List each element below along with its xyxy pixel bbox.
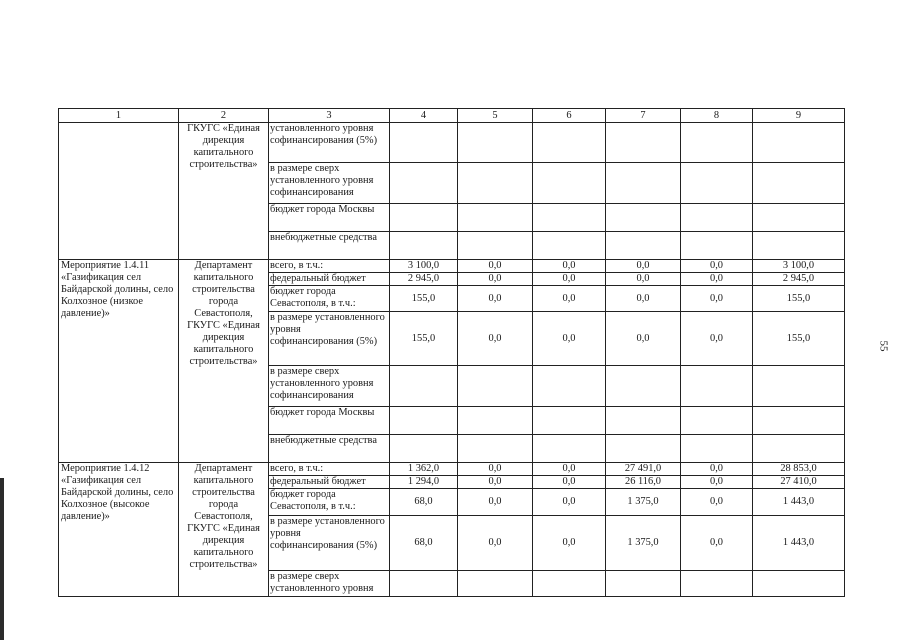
value-cell: 155,0: [390, 286, 458, 312]
funding-source: бюджет города Севастополя, в т.ч.:: [269, 489, 390, 516]
table-row: [59, 123, 845, 163]
value-cell: 3 100,0: [753, 260, 845, 273]
value-cell: 0,0: [458, 260, 533, 273]
value-cell: 3 100,0: [390, 260, 458, 273]
value-cell: 0,0: [458, 463, 533, 476]
value-cell: 0,0: [458, 476, 533, 489]
value-cell: 0,0: [606, 260, 681, 273]
value-cell: 0,0: [533, 516, 606, 571]
value-cell: 1 375,0: [606, 516, 681, 571]
funding-source: в размере установленного уровня софинансирования (5%): [269, 312, 390, 366]
column-header: 2: [179, 109, 269, 123]
value-cell: 28 853,0: [753, 463, 845, 476]
value-cell: 2 945,0: [390, 273, 458, 286]
funding-source: в размере сверх установленного уровня софинансирования: [269, 366, 390, 407]
scan-edge-mark: [0, 478, 4, 640]
value-cell: 0,0: [681, 489, 753, 516]
value-cell: 0,0: [458, 312, 533, 366]
value-cell: 155,0: [753, 312, 845, 366]
value-cell: 0,0: [458, 286, 533, 312]
value-cell: 0,0: [533, 260, 606, 273]
value-cell: 26 116,0: [606, 476, 681, 489]
value-cell: 0,0: [458, 489, 533, 516]
activity-cell: [59, 123, 179, 260]
value-cell: 0,0: [533, 463, 606, 476]
value-cell: 0,0: [681, 260, 753, 273]
budget-table: [58, 108, 845, 597]
activity-title: Мероприятие 1.4.12 «Газификация сел Байдарской долины, село Колхозное (высокое давление)»: [59, 463, 179, 597]
value-cell: 0,0: [606, 312, 681, 366]
funding-source: федеральный бюджет: [269, 273, 390, 286]
activity-title: Мероприятие 1.4.11 «Газификация сел Байдарской долины, село Колхозное (низкое давление)»: [59, 260, 179, 463]
value-cell: 0,0: [681, 476, 753, 489]
value-cell: 0,0: [606, 286, 681, 312]
column-header: 6: [533, 109, 606, 123]
column-header: 8: [681, 109, 753, 123]
column-header: 3: [269, 109, 390, 123]
table-row: [59, 260, 845, 273]
table-row: [59, 463, 845, 476]
value-cell: 1 443,0: [753, 489, 845, 516]
value-cell: 27 491,0: [606, 463, 681, 476]
funding-source: установленного уровня софинансирования (5%): [269, 123, 390, 163]
value-cell: 0,0: [533, 312, 606, 366]
value-cell: 0,0: [681, 463, 753, 476]
value-cell: 1 443,0: [753, 516, 845, 571]
value-cell: 1 294,0: [390, 476, 458, 489]
value-cell: 0,0: [533, 489, 606, 516]
value-cell: 2 945,0: [753, 273, 845, 286]
funding-source: в размере установленного уровня софинансирования (5%): [269, 516, 390, 571]
funding-source: в размере сверх установленного уровня: [269, 571, 390, 597]
value-cell: 1 375,0: [606, 489, 681, 516]
value-cell: 0,0: [533, 476, 606, 489]
funding-source: федеральный бюджет: [269, 476, 390, 489]
funding-source: бюджет города Москвы: [269, 204, 390, 232]
executor-cell: Департамент капитального строительства города Севастополя, ГКУГС «Единая дирекция капитального строительства»: [179, 463, 269, 597]
value-cell: 0,0: [681, 286, 753, 312]
funding-source: внебюджетные средства: [269, 435, 390, 463]
funding-source: бюджет города Севастополя, в т.ч.:: [269, 286, 390, 312]
value-cell: 0,0: [458, 273, 533, 286]
column-header: 7: [606, 109, 681, 123]
funding-source: внебюджетные средства: [269, 232, 390, 260]
column-number-row: [59, 109, 845, 123]
value-cell: 68,0: [390, 489, 458, 516]
value-cell: 0,0: [681, 273, 753, 286]
value-cell: 155,0: [753, 286, 845, 312]
funding-source: всего, в т.ч.:: [269, 463, 390, 476]
funding-source: всего, в т.ч.:: [269, 260, 390, 273]
page-number: 55: [877, 340, 890, 352]
value-cell: 0,0: [606, 273, 681, 286]
value-cell: 0,0: [533, 273, 606, 286]
executor-cell: ГКУГС «Единая дирекция капитального строительства»: [179, 123, 269, 260]
value-cell: 155,0: [390, 312, 458, 366]
value-cell: 27 410,0: [753, 476, 845, 489]
column-header: 9: [753, 109, 845, 123]
column-header: 4: [390, 109, 458, 123]
value-cell: 0,0: [681, 312, 753, 366]
executor-cell: Департамент капитального строительства города Севастополя, ГКУГС «Единая дирекция капитального строительства»: [179, 260, 269, 463]
funding-source: бюджет города Москвы: [269, 407, 390, 435]
value-cell: 68,0: [390, 516, 458, 571]
value-cell: 0,0: [533, 286, 606, 312]
column-header: 5: [458, 109, 533, 123]
value-cell: 0,0: [458, 516, 533, 571]
column-header: 1: [59, 109, 179, 123]
value-cell: 0,0: [681, 516, 753, 571]
value-cell: 1 362,0: [390, 463, 458, 476]
funding-source: в размере сверх установленного уровня софинансирования: [269, 163, 390, 204]
